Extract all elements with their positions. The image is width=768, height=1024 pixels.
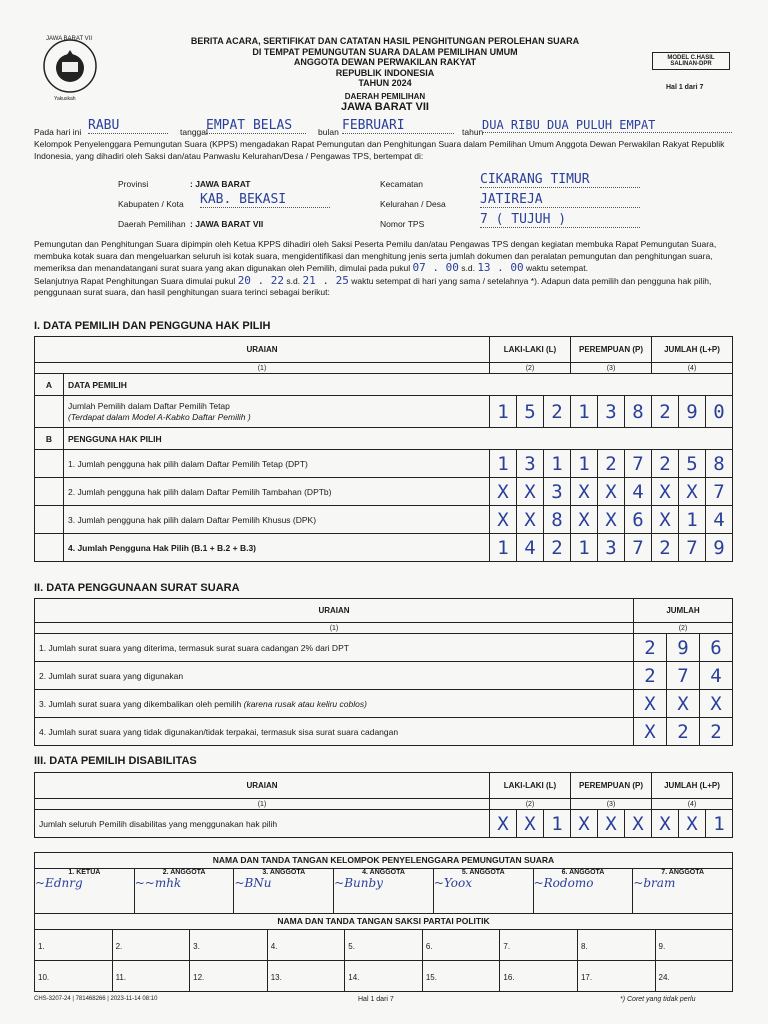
saksi-cell: 10. (35, 961, 113, 991)
signature-icon: ~bram (633, 876, 676, 890)
digit-cell: X (598, 810, 625, 838)
digit-cell: 9 (706, 534, 733, 562)
saksi-cell: 15. (423, 961, 501, 991)
digit-cell: 6 (625, 506, 652, 534)
col-perempuan: PEREMPUAN (P) (571, 773, 652, 799)
digit-cell: 8 (706, 450, 733, 478)
signature-block (34, 852, 733, 992)
digit-cell: 2 (544, 396, 571, 428)
digit-cell: 4 (706, 506, 733, 534)
table-row (35, 718, 733, 746)
intro-text: Kelompok Penyelenggara Pemungutan Suara (KPPS) mengadakan Rapat Pemungutan dan Penghitungan Suara dalam Pemilihan Umum Anggota Dewan Perwakilan Rakyat Republik Indonesia, yang dihadiri oleh Saksi dan/atau Panwaslu Kelurahan/Desa / Pengawas TPS, bertempat di: (34, 139, 725, 161)
digit-cell: 8 (544, 506, 571, 534)
row-label: 2. Jumlah surat suara yang digunakan (35, 662, 634, 690)
digit-cell: 1 (571, 534, 598, 562)
digit-cell: 2 (700, 718, 733, 746)
digit-cell: 5 (517, 396, 544, 428)
footer-page: Hal 1 dari 7 (358, 996, 394, 1003)
end-time-2: 21 . 25 (302, 273, 349, 287)
start-time-2: 20 . 22 (237, 273, 285, 287)
seal-caption: Yakuskah (54, 96, 76, 102)
digit-cell: X (517, 506, 544, 534)
digit-cell: 7 (667, 662, 700, 690)
num-3: (3) (571, 799, 652, 810)
table-row (35, 450, 733, 478)
kpps-title: NAMA DAN TANDA TANGAN KELOMPOK PENYELENGGARA PEMUNGUTAN SUARA (35, 853, 732, 869)
recount-text-2: waktu setempat di hari yang sama / setelahnya *). Adapun data pemilih dan pengguna hak pilih, penggunaan surat suara, dan hasil penghitungan suara terinci sebagai berikut: (34, 275, 712, 297)
hari-value: RABU (88, 118, 168, 134)
num-1: (1) (35, 363, 490, 374)
kpps-label: 5. ANGGOTA (461, 869, 505, 876)
tahun-label: tahun (462, 127, 484, 137)
digit-cell: X (571, 810, 598, 838)
digit-cell: 7 (706, 478, 733, 506)
kpps-label: 3. ANGGOTA (262, 869, 306, 876)
saksi-cell: 1. (35, 930, 113, 960)
digit-cell: 2 (652, 450, 679, 478)
title-line: TAHUN 2024 (358, 78, 412, 88)
row-a-note: (Terdapat dalam Model A-Kabko Daftar Pemilih ) (68, 411, 251, 422)
table-row (35, 506, 733, 534)
footer-code: CHS-3207-24 | 781468266 | 2023-11-14 08:10 (34, 996, 158, 1002)
num-1: (1) (35, 799, 490, 810)
digit-cell: 3 (598, 396, 625, 428)
digit-cell: 2 (634, 634, 667, 662)
num-4: (4) (652, 363, 733, 374)
digit-cell: 1 (490, 534, 517, 562)
saksi-row-1 (35, 930, 732, 961)
num-3: (3) (571, 363, 652, 374)
col-uraian: URAIAN (35, 599, 634, 623)
bulan-label: bulan (318, 127, 339, 137)
daerah-value: JAWA BARAT VII (340, 101, 429, 113)
digit-cell: 7 (679, 534, 706, 562)
kabupaten-value: KAB. BEKASI (200, 192, 330, 208)
digit-cell: X (598, 478, 625, 506)
row-label: 1. Jumlah pengguna hak pilih dalam Daftar Pemilih Tetap (DPT) (64, 450, 490, 478)
digit-cell: X (571, 506, 598, 534)
saksi-cell: 14. (345, 961, 423, 991)
digit-cell: 4 (625, 478, 652, 506)
digit-cell: X (625, 810, 652, 838)
digit-cell: X (652, 478, 679, 506)
kpps-cell (633, 869, 732, 913)
num-2: (2) (490, 363, 571, 374)
end-time-1: 13 . 00 (477, 261, 524, 274)
digit-cell: X (490, 478, 517, 506)
digit-cell: 9 (679, 396, 706, 428)
digit-cell: 8 (625, 396, 652, 428)
saksi-cell: 5. (345, 930, 423, 960)
document-title (160, 36, 610, 113)
signature-icon: ~BNu (234, 876, 272, 890)
kpps-label: 2. ANGGOTA (162, 869, 206, 876)
saksi-cell: 13. (268, 961, 346, 991)
kpps-cell (334, 869, 434, 913)
seal-emblem-icon (42, 38, 98, 94)
table-row (35, 690, 733, 718)
bulan-value: FEBRUARI (342, 118, 454, 134)
saksi-cell: 16. (500, 961, 578, 991)
seal-text: JAWA BARAT VII (46, 36, 93, 42)
digit-cell: 1 (544, 810, 571, 838)
saksi-cell: 6. (423, 930, 501, 960)
digit-cell: 1 (571, 396, 598, 428)
kecamatan-label: Kecamatan (380, 179, 423, 189)
digit-cell: 1 (706, 810, 733, 838)
kelurahan-label: Kelurahan / Desa (380, 199, 446, 209)
num-2: (2) (490, 799, 571, 810)
procedure-paragraph (34, 239, 734, 299)
row-a-text: Jumlah Pemilih dalam Daftar Pemilih Tetap (68, 400, 230, 411)
pada-hari-ini: Pada hari ini (34, 127, 82, 137)
kpps-cell (234, 869, 334, 913)
row-label (64, 396, 490, 428)
row-a-title: DATA PEMILIH (64, 374, 733, 396)
digit-cell: 3 (517, 450, 544, 478)
waktu-text: waktu setempat. (526, 263, 588, 273)
signature-icon: ~~mhk (134, 876, 182, 890)
model-box: MODEL C.HASIL SALINAN-DPR (652, 52, 730, 70)
digit-cell: X (517, 478, 544, 506)
digit-cell: X (490, 810, 517, 838)
kpps-label: 4. ANGGOTA (362, 869, 405, 876)
signature-icon: ~Yoox (433, 876, 473, 890)
digit-cell: X (679, 478, 706, 506)
table-row (35, 396, 733, 428)
row-label (35, 690, 634, 718)
row-a-letter: A (35, 374, 64, 396)
col-jumlah: JUMLAH (L+P) (652, 773, 733, 799)
col-laki: LAKI-LAKI (L) (490, 773, 571, 799)
saksi-cell: 11. (113, 961, 191, 991)
digit-cell: X (634, 718, 667, 746)
kpps-cell (434, 869, 534, 913)
row-label: 4. Jumlah surat suara yang tidak digunakan/tidak terpakai, termasuk sisa surat suara cadangan (35, 718, 634, 746)
col-uraian: URAIAN (35, 337, 490, 363)
kpps-label: 1. KETUA (68, 869, 101, 876)
digit-cell: X (667, 690, 700, 718)
tps-value: 7 ( TUJUH ) (480, 212, 640, 228)
kpps-cell (35, 869, 135, 913)
title-line: REPUBLIK INDONESIA (335, 67, 435, 78)
saksi-cell: 3. (190, 930, 268, 960)
tps-label: Nomor TPS (380, 219, 425, 229)
saksi-cell: 2. (113, 930, 191, 960)
kpps-cell (135, 869, 235, 913)
digit-cell: 7 (625, 534, 652, 562)
digit-cell: X (700, 690, 733, 718)
tanggal-label: tanggal (180, 127, 208, 137)
section-2-title: II. DATA PENGGUNAAN SURAT SUARA (34, 582, 240, 594)
digit-cell: 4 (517, 534, 544, 562)
title-line: BERITA ACARA, SERTIFIKAT DAN CATATAN HASIL PENGHITUNGAN PEROLEHAN SUARA (190, 36, 580, 46)
row-label: 2. Jumlah pengguna hak pilih dalam Daftar Pemilih Tambahan (DPTb) (64, 478, 490, 506)
digit-cell: X (652, 506, 679, 534)
signature-icon: ~Ednrg (35, 876, 83, 890)
digit-cell: 3 (544, 478, 571, 506)
table-row (35, 478, 733, 506)
digit-cell: X (679, 810, 706, 838)
saksi-cell: 4. (268, 930, 346, 960)
digit-cell: X (652, 810, 679, 838)
digit-cell: 2 (667, 718, 700, 746)
title-line: DI TEMPAT PEMUNGUTAN SUARA DALAM PEMILIHAN UMUM (252, 46, 518, 57)
daerah-text: JAWA BARAT VII (195, 219, 264, 229)
provinsi-text: JAWA BARAT (195, 179, 251, 189)
footer-note: *) Coret yang tidak perlu (620, 996, 696, 1003)
procedure-text: Pemungutan dan Penghitungan Suara dipimpin oleh Ketua KPPS dihadiri oleh Saksi Peserta Pemilu dan/atau Pengawas TPS dengan kegiatan membuka Rapat Pemungutan Suara, membuka kotak suara dan mengeluarkan seluruh isi kotak suara, mengidentifikasi dan menghitung jenis serta jumlah dokumen dan peralatan pemungutan dan penghitungan suara, memeriksa dan menandatangani surat suara yang akan digunakan oleh Pemilih, dimulai pada pukul (34, 239, 717, 273)
digit-cell: 6 (700, 634, 733, 662)
saksi-cell: 7. (500, 930, 578, 960)
saksi-cell: 12. (190, 961, 268, 991)
table-row (35, 810, 733, 838)
row-note: (karena rusak atau keliru coblos) (243, 698, 367, 709)
num-1: (1) (35, 623, 634, 634)
digit-cell: 2 (598, 450, 625, 478)
row-label: 1. Jumlah surat suara yang diterima, termasuk surat suara cadangan 2% dari DPT (35, 634, 634, 662)
saksi-row-2 (35, 961, 732, 991)
page-number: Hal 1 dari 7 (666, 84, 704, 91)
saksi-title: NAMA DAN TANDA TANGAN SAKSI PARTAI POLITIK (35, 914, 732, 930)
section-3-table (34, 772, 733, 838)
recount-text: Selanjutnya Rapat Penghitungan Suara dimulai pukul (34, 275, 236, 286)
signature-icon: ~Bunby (334, 876, 383, 890)
digit-cell: 1 (679, 506, 706, 534)
kpu-seal (42, 38, 98, 94)
digit-cell: 1 (490, 450, 517, 478)
table-row (35, 534, 733, 562)
kelurahan-value: JATIREJA (480, 192, 640, 208)
row-b-title: PENGGUNA HAK PILIH (64, 428, 733, 450)
digit-cell: 1 (490, 396, 517, 428)
digit-cell: X (490, 506, 517, 534)
kabupaten-label: Kabupaten / Kota (118, 199, 184, 209)
digit-cell: 9 (667, 634, 700, 662)
kpps-label: 6. ANGGOTA (561, 869, 605, 876)
title-line: ANGGOTA DEWAN PERWAKILAN RAKYAT (293, 57, 477, 67)
table-row (35, 662, 733, 690)
section-1-title: I. DATA PEMILIH DAN PENGGUNA HAK PILIH (34, 320, 271, 332)
saksi-cell: 17. (578, 961, 656, 991)
tanggal-value: EMPAT BELAS (206, 118, 306, 134)
kecamatan-value: CIKARANG TIMUR (480, 172, 640, 188)
digit-cell: 2 (652, 396, 679, 428)
digit-cell: 3 (598, 534, 625, 562)
table-row (35, 634, 733, 662)
saksi-cell: 8. (578, 930, 656, 960)
sd-label: s.d. (286, 275, 301, 286)
row-label: 4. Jumlah Pengguna Hak Pilih (B.1 + B.2 + B.3) (64, 534, 490, 562)
signature-icon: ~Rodomo (533, 876, 594, 890)
daerah-pemilihan-label: Daerah Pemilihan (118, 219, 186, 229)
kpps-signature-row (35, 869, 732, 914)
provinsi-value: : JAWA BARAT (190, 179, 251, 189)
col-jumlah: JUMLAH (L+P) (652, 337, 733, 363)
section-3-title: III. DATA PEMILIH DISABILITAS (34, 755, 197, 767)
section-1-table (34, 336, 733, 562)
col-perempuan: PEREMPUAN (P) (571, 337, 652, 363)
start-time-1: 07 . 00 (412, 261, 459, 274)
num-2: (2) (634, 623, 733, 634)
digit-cell: 5 (679, 450, 706, 478)
saksi-cell: 9. (658, 942, 666, 951)
digit-cell: 1 (571, 450, 598, 478)
digit-cell: X (634, 690, 667, 718)
row-b-letter: B (35, 428, 64, 450)
digit-cell: 2 (634, 662, 667, 690)
col-jumlah: JUMLAH (634, 599, 733, 623)
col-uraian: URAIAN (35, 773, 490, 799)
row-text: 3. Jumlah surat suara yang dikembalikan oleh pemilih (39, 698, 242, 709)
tahun-value: DUA RIBU DUA PULUH EMPAT (482, 118, 732, 133)
digit-cell: X (571, 478, 598, 506)
digit-cell: X (598, 506, 625, 534)
kpps-cell (534, 869, 634, 913)
row-label: Jumlah seluruh Pemilih disabilitas yang menggunakan hak pilih (35, 810, 490, 838)
digit-cell: X (517, 810, 544, 838)
kpps-label: 7. ANGGOTA (661, 869, 705, 876)
digit-cell: 7 (625, 450, 652, 478)
daerah-pemilihan-value: : JAWA BARAT VII (190, 219, 264, 229)
num-4: (4) (652, 799, 733, 810)
digit-cell: 2 (544, 534, 571, 562)
digit-cell: 1 (544, 450, 571, 478)
digit-cell: 2 (652, 534, 679, 562)
section-2-table (34, 598, 733, 746)
digit-cell: 4 (700, 662, 733, 690)
digit-cell: 0 (706, 396, 733, 428)
provinsi-label: Provinsi (118, 179, 149, 189)
col-laki: LAKI-LAKI (L) (490, 337, 571, 363)
saksi-cell: 24. (658, 973, 670, 982)
row-label: 3. Jumlah pengguna hak pilih dalam Daftar Pemilih Khusus (DPK) (64, 506, 490, 534)
daerah-label: DAERAH PEMILIHAN (344, 91, 426, 101)
sd-label: s.d. (461, 263, 475, 273)
